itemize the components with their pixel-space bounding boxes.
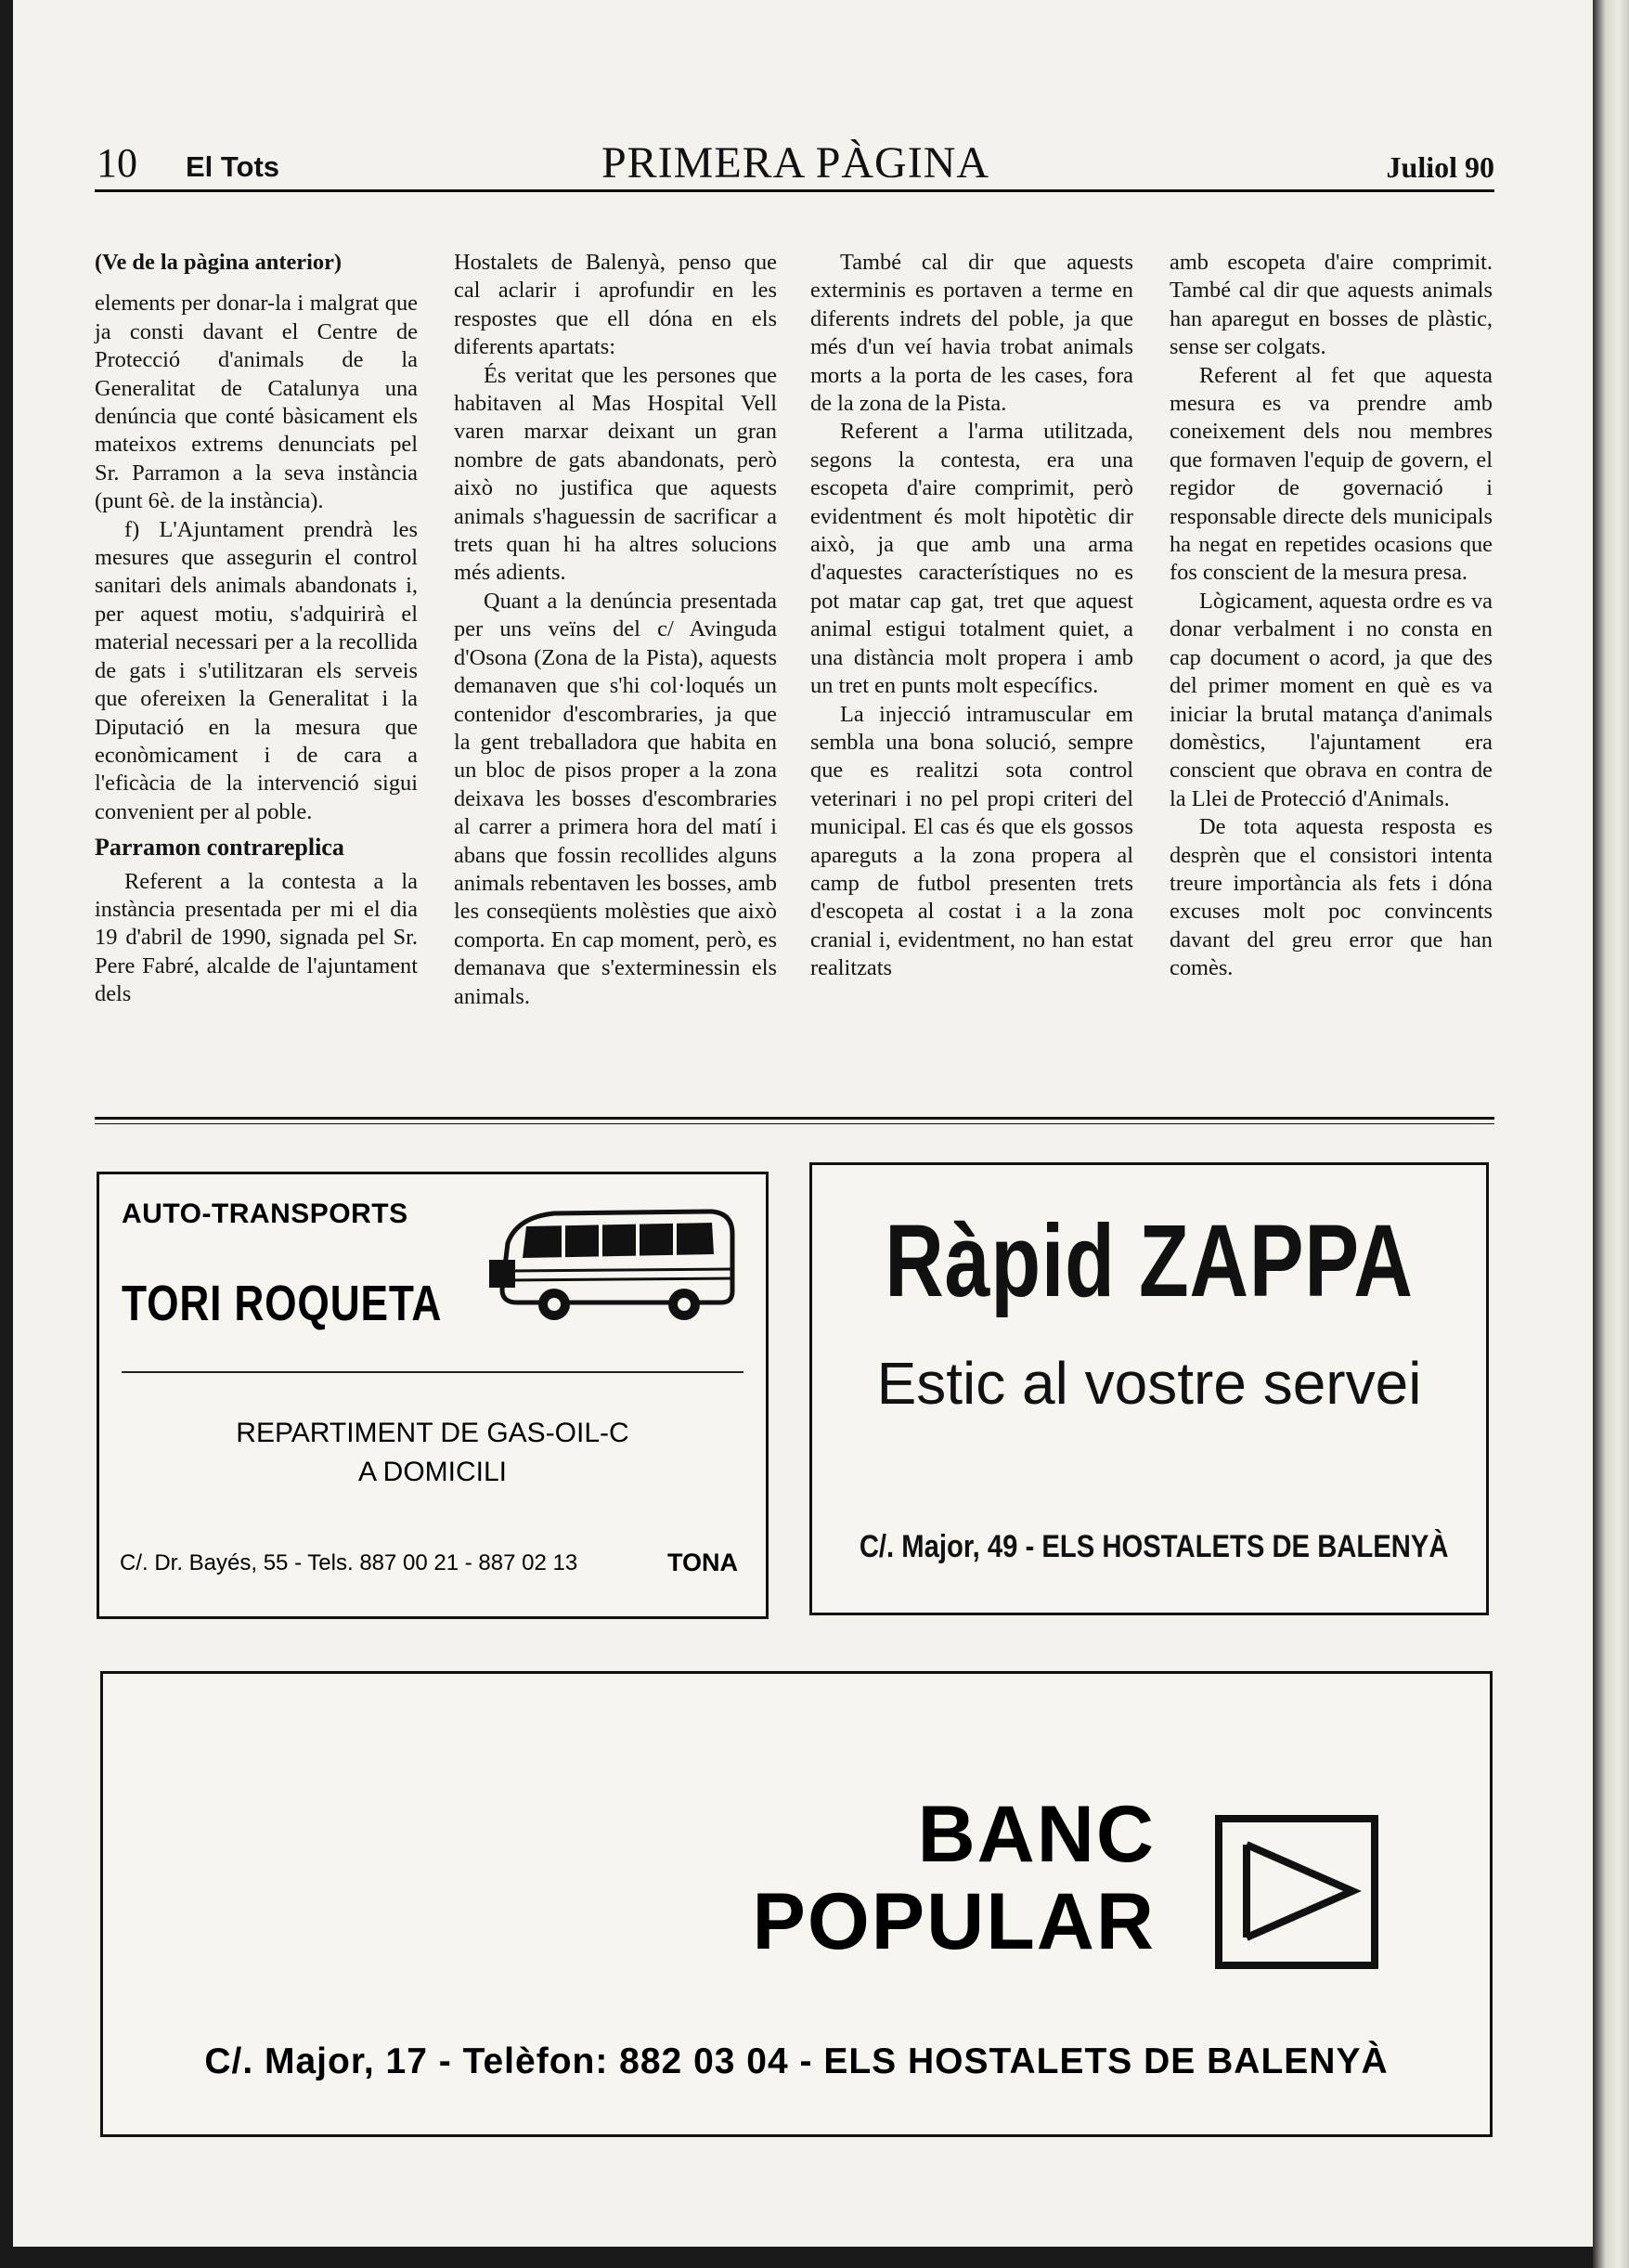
paragraph: També cal dir que aquests exterminis es portaven a terme en diferents indrets del poble, ja que més d'un veí havia trobat animals morts a la porta de les cases, fora de la zona de la Pista. [810,250,1133,417]
subheading: Parramon contrareplica [95,834,344,862]
section-title: PRIMERA PÀGINA [601,138,990,188]
issue-date: Juliol 90 [1386,150,1494,184]
paragraph: Referent a l'arma utilitzada, segons la contesta, era una escopeta d'aire comprimit, però evidentment és molt hipotètic dir això, ja que amb una arma d'aquestes característiques no es pot matar cap gat, tret que aquest animal estigui totalment quiet, a una distància molt propera i amb un tret en punts molt específics. [810,419,1133,699]
header-rule [95,189,1494,192]
paragraph: Quant a la denúncia presentada per uns veïns del c/ Avinguda d'Osona (Zona de la Pista), aquests demanaven que s'hi col·loqués un contenidor d'escombraries, ja que la gent treballadora que habita en un bloc de pisos proper a la zona deixava les bosses d'escombraries al carrer a primera hora del matí i abans que fossin recollides alguns animals rebentaven les bosses, amb les conseqüents molèsties que això comporta. En cap moment, però, es demanava que s'exterminessin els animals. [454,588,777,1009]
bus-icon [489,1206,740,1327]
ad-address: C/. Major, 17 - Telèfon: 882 03 04 - ELS HOSTALETS DE BALENYÀ [204,2041,1389,2081]
publication-name: El Tots [186,150,280,183]
article-end-rule-thin [95,1123,1494,1124]
paragraph: De tota aquesta resposta es desprèn que el consistori intenta treure importància als fets i dóna excuses molt poc convincents davant del greu error que han comès. [1170,814,1493,981]
ad-town: TONA [666,1549,738,1576]
page-spine-shadow [1593,0,1629,2268]
paragraph: elements per donar-la i malgrat que ja consti davant el Centre de Protecció d'animals de la Generalitat de Catalunya una denúncia que conté bàsicament els mateixos extrems denunciats pel Sr. Parramon a la seva instància (punt 6è. de la instància). [95,291,418,514]
paragraph: És veritat que les persones que habitaven al Mas Hospital Vell varen marxar deixant un gran nombre de gats abandonats, però això no justifica que aquests animals s'haguessin de sacrificar a trets quan hi ha altres solucions més adients. [454,362,777,586]
ad-address: C/. Major, 49 - ELS HOSTALETS DE BALENYÀ [859,1529,1449,1564]
paragraph: Referent a la contesta a la instància presentada per mi el dia 19 d'abril de 1990, signada pel Sr. Pere Fabré, alcalde de l'ajuntament dels [95,868,418,1007]
ad-kicker: AUTO-TRANSPORTS [122,1199,408,1229]
ad-company-name: TORI ROQUETA [122,1276,443,1331]
article-column-4 [1170,249,1493,983]
ad-tagline: Estic al vostre servei [876,1350,1422,1417]
paragraph: Lògicament, aquesta ordre es va donar verbalment i no consta en cap document o acord, ja que des del primer moment en què es va iniciar la brutal matança d'animals domèstics, l'ajuntament era conscient que obrava en contra de la Llei de Protecció d'Animals. [1170,588,1493,811]
bank-name-line1: BANC [917,1790,1156,1879]
ad-company-name: Ràpid ZAPPA [885,1204,1414,1318]
page-number: 10 [97,140,137,186]
ad-banc-popular [100,1671,1493,2137]
service-line: A DOMICILI [357,1457,508,1487]
service-line: REPARTIMENT DE GAS-OIL-C [236,1418,629,1448]
paragraph: f) L'Ajuntament prendrà les mesures que assegurin el control sanitari dels animals abandonats i, per aquest motiu, s'adquirirà el material necessari per a la recollida de gats i s'utilitzaran els serveis que ofereixen la Generalitat i la Diputació en la mesura que econòmicament i de cara a l'eficàcia de la intervenció sigui convenient per al poble. [95,516,418,824]
ad-address: C/. Dr. Bayés, 55 - Tels. 887 00 21 - 887 02 13 [120,1550,578,1575]
banc-popular-logo-icon [1213,1813,1380,1971]
bank-name-line2: POPULAR [752,1877,1156,1966]
ad-service [99,1414,766,1492]
paragraph: amb escopeta d'aire comprimit. També cal dir que aquests animals han aparegut en bosses de plàstic, sense ser colgats. [1170,250,1493,360]
ad-rapid-zappa [809,1162,1489,1615]
paragraph: La injecció intramuscular em sembla una bona solució, sempre que es realitzi sota control veterinari i no pel propi criteri del municipal. El cas és que els gossos apareguts a la zona propera al camp de futbol presenten trets d'escopeta al costat i a la zona cranial i, evidentment, no han estat realitzats [810,701,1133,981]
ad-divider [122,1371,743,1373]
paragraph: Hostalets de Balenyà, penso que cal aclarir i aprofundir en les respostes que ell dóna en els diferents apartats: [454,250,777,360]
article-column-2 [454,249,777,1011]
article-column-1 [95,249,418,1009]
page-header [97,139,1494,193]
continued-note: (Ve de la pàgina anterior) [95,250,343,275]
paragraph: Referent al fet que aquesta mesura es va prendre amb coneixement dels nou membres que formaven l'equip de govern, el regidor de governació i responsable directe dels municipals ha negat en repetides ocasions que fos conscient de la mesura presa. [1170,362,1493,586]
ad-tori-roqueta [97,1172,769,1619]
article-end-rule [95,1117,1494,1120]
article-column-3 [810,249,1133,983]
